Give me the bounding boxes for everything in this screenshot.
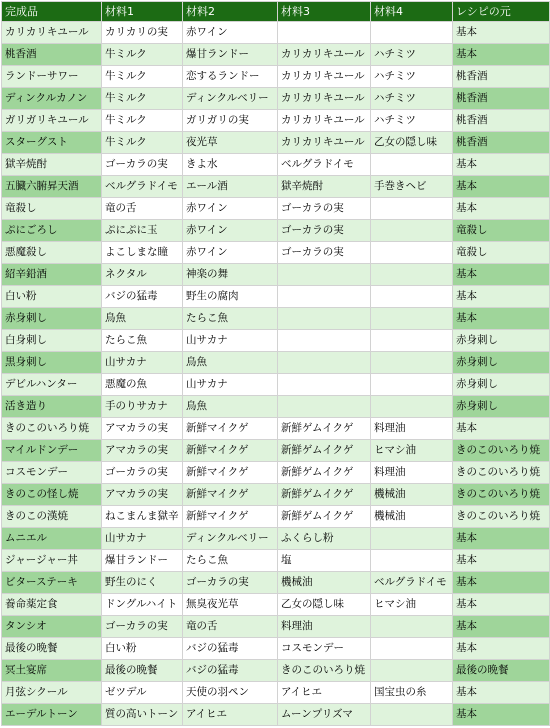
material-1-cell: アマカラの実 — [102, 484, 183, 506]
material-4-cell: ハチミツ — [371, 110, 453, 132]
table-row — [2, 352, 550, 374]
header-material-3: 材料3 — [278, 2, 371, 22]
material-1-cell: ねこまんま獄辛 — [102, 506, 183, 528]
material-4-cell — [371, 396, 453, 418]
material-3-cell: ベルグラドイモ — [278, 154, 371, 176]
table-row — [2, 44, 550, 66]
table-row — [2, 198, 550, 220]
material-4-cell: ベルグラドイモ — [371, 572, 453, 594]
material-3-cell: 乙女の隠し味 — [278, 594, 371, 616]
recipe-source-cell: きのこのいろり焼 — [453, 506, 550, 528]
material-2-cell: ディンクルベリー — [183, 88, 278, 110]
material-4-cell — [371, 550, 453, 572]
product-cell: 最後の晩餐 — [2, 638, 102, 660]
product-cell: ガリガリキユール — [2, 110, 102, 132]
material-3-cell — [278, 264, 371, 286]
recipe-source-cell: 竜殺し — [453, 242, 550, 264]
material-3-cell: 新鮮ゲムイクゲ — [278, 484, 371, 506]
material-3-cell: コスモンデー — [278, 638, 371, 660]
material-1-cell: ぷにぷに玉 — [102, 220, 183, 242]
recipe-source-cell: 基本 — [453, 638, 550, 660]
material-1-cell: ゼツデル — [102, 682, 183, 704]
recipe-source-cell: 赤身刺し — [453, 352, 550, 374]
recipe-table — [1, 1, 550, 726]
material-3-cell: 新鮮ゲムイクゲ — [278, 440, 371, 462]
material-4-cell — [371, 264, 453, 286]
material-4-cell: 料理油 — [371, 462, 453, 484]
material-2-cell: 新鮮マイクゲ — [183, 506, 278, 528]
material-1-cell: 爆甘ランドー — [102, 550, 183, 572]
recipe-source-cell: 基本 — [453, 594, 550, 616]
table-row — [2, 286, 550, 308]
table-row — [2, 528, 550, 550]
header-product: 完成品 — [2, 2, 102, 22]
recipe-source-cell: 基本 — [453, 308, 550, 330]
recipe-source-cell: 基本 — [453, 154, 550, 176]
recipe-source-cell: 基本 — [453, 418, 550, 440]
material-2-cell: 新鮮マイクゲ — [183, 462, 278, 484]
material-3-cell — [278, 396, 371, 418]
recipe-source-cell: 赤身刺し — [453, 396, 550, 418]
table-row — [2, 66, 550, 88]
product-cell: 活き造り — [2, 396, 102, 418]
recipe-source-cell: 桃香酒 — [453, 110, 550, 132]
material-3-cell: ゴーカラの実 — [278, 242, 371, 264]
material-1-cell: 牛ミルク — [102, 132, 183, 154]
product-cell: ジャージャー丼 — [2, 550, 102, 572]
material-2-cell: ディンクルベリー — [183, 528, 278, 550]
product-cell: きのこの漢焼 — [2, 506, 102, 528]
recipe-source-cell: 桃香酒 — [453, 66, 550, 88]
material-3-cell: カリカリキユール — [278, 66, 371, 88]
material-2-cell: ガリガリの実 — [183, 110, 278, 132]
material-2-cell: 夜光草 — [183, 132, 278, 154]
product-cell: 獄辛焼酎 — [2, 154, 102, 176]
material-1-cell: ゴーカラの実 — [102, 154, 183, 176]
material-2-cell: ゴーカラの実 — [183, 572, 278, 594]
table-row — [2, 110, 550, 132]
product-cell: タンシオ — [2, 616, 102, 638]
table-row — [2, 506, 550, 528]
recipe-source-cell: 基本 — [453, 704, 550, 726]
product-cell: 養命薬定食 — [2, 594, 102, 616]
material-2-cell: 野生の腐肉 — [183, 286, 278, 308]
material-2-cell: バジの猛毒 — [183, 638, 278, 660]
table-row — [2, 682, 550, 704]
material-3-cell: 新鮮ゲムイクゲ — [278, 506, 371, 528]
material-1-cell: ネクタル — [102, 264, 183, 286]
material-2-cell: アイヒエ — [183, 704, 278, 726]
material-1-cell: ベルグラドイモ — [102, 176, 183, 198]
table-row — [2, 176, 550, 198]
header-material-2: 材料2 — [183, 2, 278, 22]
material-3-cell — [278, 22, 371, 44]
material-3-cell: 料理油 — [278, 616, 371, 638]
product-cell: 白い粉 — [2, 286, 102, 308]
material-1-cell: カリカリの実 — [102, 22, 183, 44]
material-4-cell — [371, 154, 453, 176]
recipe-source-cell: 赤身刺し — [453, 330, 550, 352]
material-4-cell: 機械油 — [371, 484, 453, 506]
material-2-cell: 山サカナ — [183, 330, 278, 352]
material-1-cell: アマカラの実 — [102, 418, 183, 440]
material-3-cell: カリカリキユール — [278, 88, 371, 110]
material-3-cell: 新鮮ゲムイクゲ — [278, 418, 371, 440]
product-cell: マイルドンデー — [2, 440, 102, 462]
material-1-cell: 牛ミルク — [102, 88, 183, 110]
material-1-cell: 最後の晩餐 — [102, 660, 183, 682]
material-1-cell: 質の高いトーン — [102, 704, 183, 726]
material-1-cell: ゴーカラの実 — [102, 616, 183, 638]
material-1-cell: バジの猛毒 — [102, 286, 183, 308]
material-1-cell: ドングルハイト — [102, 594, 183, 616]
material-2-cell: 赤ワイン — [183, 22, 278, 44]
recipe-source-cell: 竜殺し — [453, 220, 550, 242]
recipe-source-cell: 基本 — [453, 682, 550, 704]
table-row — [2, 660, 550, 682]
material-1-cell: 野生のにく — [102, 572, 183, 594]
material-1-cell: ゴーカラの実 — [102, 462, 183, 484]
material-4-cell — [371, 352, 453, 374]
table-row — [2, 154, 550, 176]
material-4-cell: ヒマシ油 — [371, 594, 453, 616]
material-1-cell: 山サカナ — [102, 352, 183, 374]
table-row — [2, 374, 550, 396]
material-1-cell: 牛ミルク — [102, 66, 183, 88]
material-3-cell: カリカリキユール — [278, 132, 371, 154]
recipe-source-cell: きのこのいろり焼 — [453, 462, 550, 484]
material-3-cell: 機械油 — [278, 572, 371, 594]
product-cell: ディンクルカノン — [2, 88, 102, 110]
table-row — [2, 264, 550, 286]
table-row — [2, 638, 550, 660]
material-4-cell — [371, 242, 453, 264]
product-cell: ぷにごろし — [2, 220, 102, 242]
material-3-cell — [278, 308, 371, 330]
product-cell: 赤身刺し — [2, 308, 102, 330]
material-2-cell: 神楽の舞 — [183, 264, 278, 286]
header-row — [2, 2, 550, 22]
material-4-cell — [371, 330, 453, 352]
material-4-cell: ハチミツ — [371, 66, 453, 88]
material-1-cell: 鳥魚 — [102, 308, 183, 330]
material-2-cell: 赤ワイン — [183, 198, 278, 220]
recipe-source-cell: 基本 — [453, 176, 550, 198]
recipe-source-cell: 基本 — [453, 198, 550, 220]
product-cell: 黒身刺し — [2, 352, 102, 374]
material-4-cell: 国宝虫の糸 — [371, 682, 453, 704]
material-2-cell: きよ水 — [183, 154, 278, 176]
product-cell: 桃香酒 — [2, 44, 102, 66]
table-row — [2, 616, 550, 638]
product-cell: ランドーサワー — [2, 66, 102, 88]
product-cell: 紹辛鉛酒 — [2, 264, 102, 286]
material-3-cell — [278, 352, 371, 374]
material-3-cell: ふくらし粉 — [278, 528, 371, 550]
table-row — [2, 220, 550, 242]
recipe-source-cell: きのこのいろり焼 — [453, 440, 550, 462]
material-3-cell: ムーンプリズマ — [278, 704, 371, 726]
material-3-cell: きのこのいろり焼 — [278, 660, 371, 682]
material-2-cell: 天使の羽ペン — [183, 682, 278, 704]
recipe-source-cell: 基本 — [453, 550, 550, 572]
material-2-cell: 鳥魚 — [183, 396, 278, 418]
header-material-1: 材料1 — [102, 2, 183, 22]
product-cell: 悪魔殺し — [2, 242, 102, 264]
recipe-source-cell: 基本 — [453, 528, 550, 550]
table-row — [2, 88, 550, 110]
table-row — [2, 462, 550, 484]
product-cell: ビターステーキ — [2, 572, 102, 594]
material-3-cell — [278, 286, 371, 308]
material-2-cell: 新鮮マイクゲ — [183, 440, 278, 462]
recipe-source-cell: 基本 — [453, 572, 550, 594]
material-3-cell: カリカリキユール — [278, 44, 371, 66]
product-cell: エーデルトーン — [2, 704, 102, 726]
header-recipe-source: レシピの元 — [453, 2, 550, 22]
material-4-cell — [371, 286, 453, 308]
recipe-source-cell: 桃香酒 — [453, 132, 550, 154]
material-4-cell — [371, 308, 453, 330]
recipe-source-cell: 基本 — [453, 286, 550, 308]
product-cell: コスモンデー — [2, 462, 102, 484]
table-row — [2, 704, 550, 726]
material-2-cell: 竜の舌 — [183, 616, 278, 638]
product-cell: 冥土宴席 — [2, 660, 102, 682]
material-1-cell: 悪魔の魚 — [102, 374, 183, 396]
table-row — [2, 418, 550, 440]
material-3-cell: アイヒエ — [278, 682, 371, 704]
product-cell: カリカリキユール — [2, 22, 102, 44]
material-4-cell: 機械油 — [371, 506, 453, 528]
product-cell: スターグスト — [2, 132, 102, 154]
product-cell: きのこの怪し焼 — [2, 484, 102, 506]
product-cell: デビルハンター — [2, 374, 102, 396]
recipe-source-cell: 最後の晩餐 — [453, 660, 550, 682]
material-3-cell: 塩 — [278, 550, 371, 572]
recipe-source-cell: 基本 — [453, 22, 550, 44]
material-2-cell: 新鮮マイクゲ — [183, 484, 278, 506]
material-4-cell — [371, 528, 453, 550]
material-1-cell: 山サカナ — [102, 528, 183, 550]
product-cell: 竜殺し — [2, 198, 102, 220]
product-cell: 五臓六腑昇天酒 — [2, 176, 102, 198]
table-row — [2, 22, 550, 44]
table-row — [2, 550, 550, 572]
material-1-cell: 竜の舌 — [102, 198, 183, 220]
material-4-cell — [371, 198, 453, 220]
material-2-cell: バジの猛毒 — [183, 660, 278, 682]
table-row — [2, 308, 550, 330]
table-row — [2, 572, 550, 594]
material-2-cell: たらこ魚 — [183, 308, 278, 330]
material-4-cell: 乙女の隠し味 — [371, 132, 453, 154]
recipe-source-cell: 桃香酒 — [453, 88, 550, 110]
material-2-cell: 赤ワイン — [183, 242, 278, 264]
material-4-cell: 手巻きヘビ — [371, 176, 453, 198]
material-4-cell — [371, 374, 453, 396]
material-2-cell: 無臭夜光草 — [183, 594, 278, 616]
recipe-source-cell: きのこのいろり焼 — [453, 484, 550, 506]
material-3-cell: ゴーカラの実 — [278, 220, 371, 242]
material-4-cell — [371, 638, 453, 660]
material-1-cell: アマカラの実 — [102, 440, 183, 462]
table-row — [2, 594, 550, 616]
material-1-cell: よこしまな瞳 — [102, 242, 183, 264]
table-row — [2, 396, 550, 418]
material-4-cell: ハチミツ — [371, 88, 453, 110]
material-3-cell: カリカリキユール — [278, 110, 371, 132]
material-4-cell: ヒマシ油 — [371, 440, 453, 462]
recipe-source-cell: 基本 — [453, 44, 550, 66]
material-2-cell: エール酒 — [183, 176, 278, 198]
material-4-cell — [371, 220, 453, 242]
material-4-cell — [371, 704, 453, 726]
recipe-source-cell: 基本 — [453, 264, 550, 286]
material-2-cell: 赤ワイン — [183, 220, 278, 242]
material-1-cell: たらこ魚 — [102, 330, 183, 352]
material-3-cell: ゴーカラの実 — [278, 198, 371, 220]
material-2-cell: 新鮮マイクゲ — [183, 418, 278, 440]
material-4-cell — [371, 22, 453, 44]
table-row — [2, 330, 550, 352]
recipe-source-cell: 赤身刺し — [453, 374, 550, 396]
material-4-cell — [371, 660, 453, 682]
material-3-cell — [278, 374, 371, 396]
material-2-cell: 山サカナ — [183, 374, 278, 396]
material-1-cell: 白い粉 — [102, 638, 183, 660]
material-1-cell: 牛ミルク — [102, 110, 183, 132]
material-3-cell — [278, 330, 371, 352]
header-material-4: 材料4 — [371, 2, 453, 22]
product-cell: ムニエル — [2, 528, 102, 550]
material-4-cell — [371, 616, 453, 638]
material-2-cell: 鳥魚 — [183, 352, 278, 374]
material-2-cell: たらこ魚 — [183, 550, 278, 572]
material-2-cell: 恋するランドー — [183, 66, 278, 88]
table-row — [2, 242, 550, 264]
product-cell: 月弦シクール — [2, 682, 102, 704]
material-1-cell: 手のりサカナ — [102, 396, 183, 418]
material-4-cell: ハチミツ — [371, 44, 453, 66]
recipe-source-cell: 基本 — [453, 616, 550, 638]
table-row — [2, 440, 550, 462]
product-cell: きのこのいろり焼 — [2, 418, 102, 440]
material-4-cell: 料理油 — [371, 418, 453, 440]
product-cell: 白身刺し — [2, 330, 102, 352]
material-3-cell: 新鮮ゲムイクゲ — [278, 462, 371, 484]
table-row — [2, 484, 550, 506]
material-1-cell: 牛ミルク — [102, 44, 183, 66]
material-3-cell: 獄辛焼酎 — [278, 176, 371, 198]
table-row — [2, 132, 550, 154]
material-2-cell: 爆甘ランドー — [183, 44, 278, 66]
